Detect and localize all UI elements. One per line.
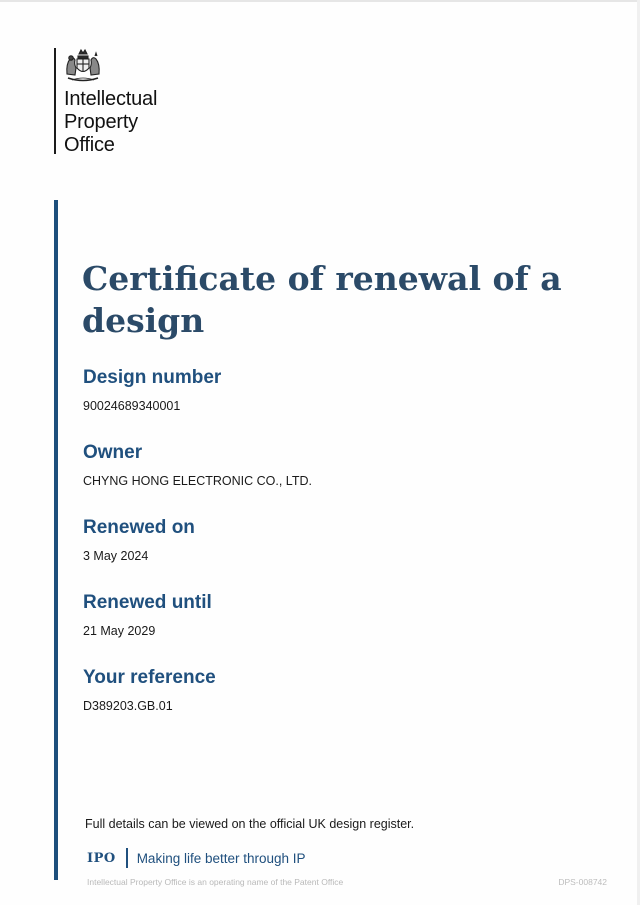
accent-bar: [54, 200, 58, 880]
logo-divider: [54, 48, 56, 154]
document-reference: DPS-008742: [558, 877, 607, 887]
org-name-line-3: Office: [64, 134, 115, 156]
design-number-value: 90024689340001: [83, 399, 181, 413]
organisation-name: [64, 88, 157, 157]
page-title: Certificate of renewal of a design: [82, 259, 562, 341]
register-note: Full details can be viewed on the official UK design register.: [85, 817, 415, 831]
org-name-line-1: Intellectual: [64, 88, 158, 110]
legal-notice: Intellectual Property Office is an operating name of the Patent Office: [87, 877, 344, 887]
owner-label: Owner: [83, 442, 143, 463]
renewed-until-label: Renewed until: [83, 592, 212, 613]
renewed-on-label: Renewed on: [83, 517, 195, 538]
renewed-on-section: [83, 517, 195, 564]
ipo-logo-mark: IPO: [87, 850, 116, 866]
scan-edge-top: [0, 0, 640, 2]
org-name-line-2: Property: [64, 111, 138, 133]
footer-branding: [87, 847, 306, 869]
footer-divider: [126, 848, 128, 868]
royal-coat-of-arms-icon: [62, 48, 104, 84]
footer-tagline: Making life better through IP: [136, 850, 306, 866]
design-number-label: Design number: [83, 367, 222, 388]
renewed-until-section: [83, 592, 212, 639]
renewed-until-value: 21 May 2029: [83, 624, 156, 638]
your-reference-label: Your reference: [83, 667, 216, 688]
renewed-on-value: 3 May 2024: [83, 549, 149, 563]
owner-value: CHYNG HONG ELECTRONIC CO., LTD.: [83, 474, 312, 488]
your-reference-value: D389203.GB.01: [83, 699, 173, 713]
owner-section: [83, 442, 312, 489]
your-reference-section: [83, 667, 216, 714]
design-number-section: [83, 367, 221, 414]
